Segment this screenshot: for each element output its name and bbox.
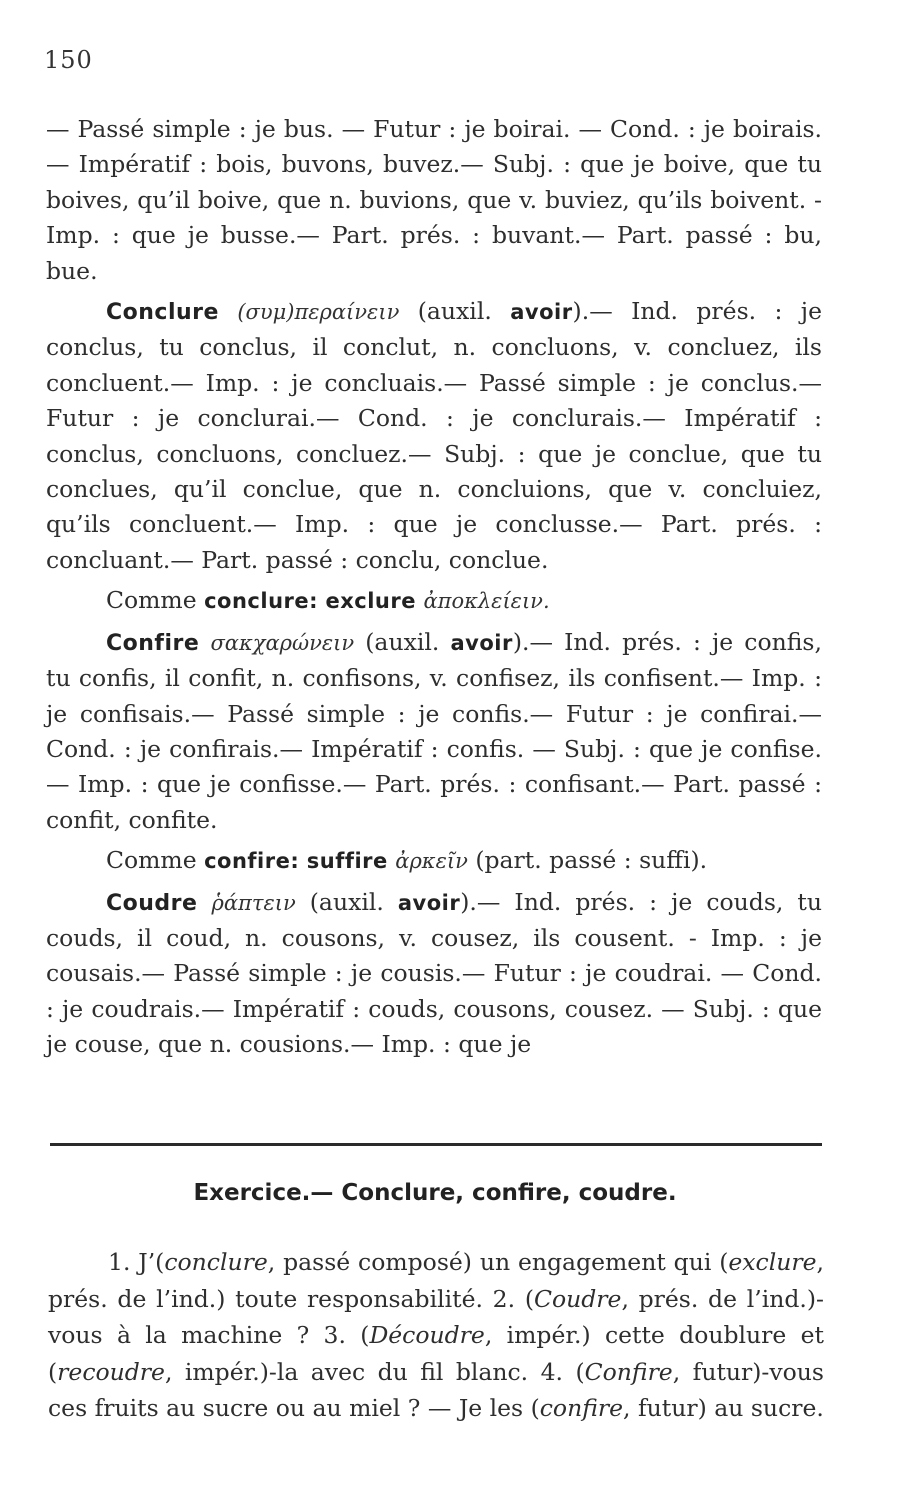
coudre-aux-close: ). bbox=[460, 887, 477, 916]
conclure-headword: Conclure bbox=[106, 300, 219, 326]
comme-confire-verb: confire: bbox=[204, 849, 300, 874]
boire-conjugation-tail: — Passé simple : je bus. — Futur : je boirai. — Cond. : je boirais.— Impératif : bois, buvons, buvez.— Subj. : que je boive, que tu boives, qu’il boive, que n. buvions, que v. buviez, qu’ils boivent. - Imp. : que je busse.— Part. prés. : buvant.— Part. passé : bu, bue. bbox=[46, 115, 822, 285]
coudre-aux-verb: avoir bbox=[397, 890, 461, 915]
confire-aux-close: ). bbox=[512, 627, 530, 656]
comme-conclure-other: exclure bbox=[325, 589, 416, 614]
exercise-s3-verb2: recoudre bbox=[57, 1357, 165, 1386]
conclure-greek: (συμ)περαίνειν bbox=[237, 300, 400, 325]
exercise-s4-verb2: confire bbox=[539, 1394, 624, 1422]
coudre-headword: Coudre bbox=[106, 890, 198, 916]
exercise-s3-start: 3. ( bbox=[309, 1321, 370, 1349]
page-number: 150 bbox=[44, 46, 93, 74]
comme-conclure-verb: conclure: bbox=[204, 589, 319, 614]
confire-aux-verb: avoir bbox=[450, 630, 513, 655]
coudre-aux-open: (auxil. bbox=[309, 887, 384, 916]
exercise-paragraph bbox=[48, 1244, 824, 1427]
conclure-aux-close: ). bbox=[572, 297, 590, 326]
exercise-title: Exercice.— Conclure, confire, coudre. bbox=[193, 1180, 677, 1206]
comme-conclure-greek: ἀποκλείειν. bbox=[423, 589, 550, 614]
coudre-entry bbox=[46, 885, 822, 1063]
confire-entry bbox=[46, 625, 822, 838]
confire-greek: σακχαρώνειν bbox=[210, 630, 355, 655]
exercise-text bbox=[48, 1244, 824, 1427]
coudre-greek: ῥάπτειν bbox=[211, 890, 296, 915]
exercise-s2-start: 2. ( bbox=[482, 1284, 534, 1313]
exercise-s4-verb: Confire bbox=[584, 1357, 673, 1386]
exercise-s2-verb: Coudre bbox=[533, 1284, 622, 1313]
conclure-entry bbox=[46, 294, 822, 578]
exercise-s1-verb2: exclure bbox=[728, 1248, 817, 1276]
exercise-s1-tense: , passé composé) un engagement qui ( bbox=[267, 1248, 729, 1276]
comme-conclure-prefix: Comme bbox=[106, 586, 197, 615]
exercise-s3-tense2: , impér.)-la avec du fil blanc. bbox=[164, 1357, 529, 1386]
conclure-body: — Ind. prés. : je conclus, tu conclus, il conclut, n. concluons, v. concluez, ils concluent.— Imp. : je concluais.— Passé simple : je conclus.— Futur : je conclurai.— Cond. : je conclurais.— Impératif : conclus, concluons, concluez.— Subj. : que je conclue, que tu conclues, qu’il conclue, que n. concluions, que v. concluiez, qu’ils concluent.— Imp. : que je conclusse.— Part. prés. : concluant.— Part. passé : conclu, conclue. bbox=[46, 297, 822, 574]
conjugation-text bbox=[46, 112, 822, 1063]
exercise-s1-start: 1. J’( bbox=[108, 1248, 165, 1276]
conclure-aux-open: (auxil. bbox=[417, 297, 492, 326]
confire-headword: Confire bbox=[106, 630, 200, 656]
exercise-s2-tense: , prés. de l’ind.)-vous à la machine ? bbox=[48, 1284, 824, 1349]
exercise-s1-verb: conclure bbox=[164, 1248, 268, 1276]
section-divider bbox=[50, 1143, 822, 1146]
confire-aux-open: (auxil. bbox=[365, 627, 440, 656]
exercise-s4-tense: , futur)-vous ces fruits au sucre ou au miel ? — Je les ( bbox=[48, 1357, 824, 1422]
comme-confire-greek: ἀρκεῖν bbox=[395, 849, 468, 874]
comme-conclure-line bbox=[46, 583, 822, 619]
comme-confire-line bbox=[46, 843, 822, 879]
comme-confire-prefix: Comme bbox=[106, 846, 197, 875]
conclure-aux-verb: avoir bbox=[510, 300, 573, 325]
exercise-s1-tense2: , prés. de l’ind.) toute responsabilité. bbox=[48, 1248, 824, 1313]
exercise-s3-verb: Découdre bbox=[369, 1321, 485, 1349]
coudre-body: — Ind. prés. : je couds, tu couds, il coud, n. cousons, v. cousez, ils cousent. - Imp. : je cousais.— Passé simple : je cousis.— Futur : je coudrai. — Cond. : je coudrais.— Impératif : couds, cousons, cousez. — Subj. : que je couse, que n. cousions.— Imp. : que je bbox=[46, 887, 822, 1059]
exercise-s4-tense2: , futur) au sucre. bbox=[623, 1394, 824, 1422]
comme-confire-other: suffire bbox=[306, 849, 388, 874]
comme-confire-note: (part. passé : suffi). bbox=[475, 846, 708, 875]
exercise-s3-tense: , impér.) cette doublure et ( bbox=[48, 1321, 824, 1386]
confire-body: — Ind. prés. : je confis, tu confis, il confit, n. confisons, v. confisez, ils confisent.— Imp. : je confisais.— Passé simple : je confis.— Futur : je confirai.— Cond. : je confirais.— Impératif : confis. — Subj. : que je confise. — Imp. : que je confisse.— Part. prés. : confisant.— Part. passé : confit, confite. bbox=[46, 627, 822, 834]
exercise-s4-start: 4. ( bbox=[528, 1357, 585, 1386]
